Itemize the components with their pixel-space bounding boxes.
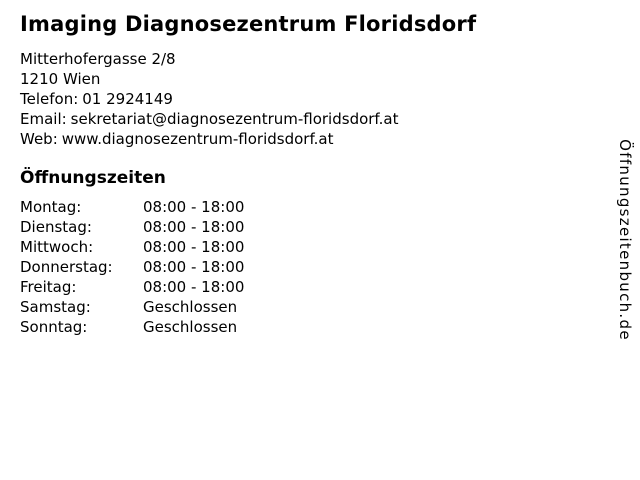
contact-block bbox=[20, 49, 640, 149]
day-label: Montag: bbox=[20, 198, 82, 216]
time-value: 08:00 - 18:00 bbox=[143, 198, 245, 216]
email-line bbox=[20, 109, 640, 129]
phone-value: 01 2924149 bbox=[82, 90, 173, 108]
time-value: 08:00 - 18:00 bbox=[143, 278, 245, 296]
web-line bbox=[20, 129, 640, 149]
time-value: 08:00 - 18:00 bbox=[143, 218, 245, 236]
time-value: 08:00 - 18:00 bbox=[143, 238, 245, 256]
day-label: Sonntag: bbox=[20, 318, 88, 336]
time-value: Geschlossen bbox=[143, 298, 238, 316]
hours-row-saturday bbox=[20, 297, 640, 317]
day-label: Freitag: bbox=[20, 278, 77, 296]
web-value: www.diagnosezentrum-floridsdorf.at bbox=[61, 130, 334, 148]
time-value: 08:00 - 18:00 bbox=[143, 258, 245, 276]
day-label: Donnerstag: bbox=[20, 258, 113, 276]
opening-hours-table bbox=[20, 197, 640, 337]
opening-hours-heading: Öffnungszeiten bbox=[20, 168, 166, 188]
day-label: Dienstag: bbox=[20, 218, 92, 236]
day-label: Samstag: bbox=[20, 298, 91, 316]
phone-line bbox=[20, 89, 640, 109]
hours-row-friday bbox=[20, 277, 640, 297]
address-street: Mitterhofergasse 2/8 bbox=[20, 50, 176, 68]
time-value: Geschlossen bbox=[143, 318, 238, 336]
web-label: Web: bbox=[20, 130, 58, 148]
phone-label: Telefon: bbox=[20, 90, 79, 108]
email-value: sekretariat@diagnosezentrum-floridsdorf.at bbox=[70, 110, 399, 128]
hours-row-tuesday bbox=[20, 217, 640, 237]
page-title: Imaging Diagnosezentrum Floridsdorf bbox=[20, 12, 477, 36]
hours-row-monday bbox=[20, 197, 640, 217]
day-label: Mittwoch: bbox=[20, 238, 94, 256]
site-watermark: Öffnungszeitenbuch.de bbox=[616, 139, 634, 341]
email-label: Email: bbox=[20, 110, 67, 128]
hours-row-wednesday bbox=[20, 237, 640, 257]
hours-row-sunday bbox=[20, 317, 640, 337]
address-city: 1210 Wien bbox=[20, 70, 101, 88]
hours-row-thursday bbox=[20, 257, 640, 277]
